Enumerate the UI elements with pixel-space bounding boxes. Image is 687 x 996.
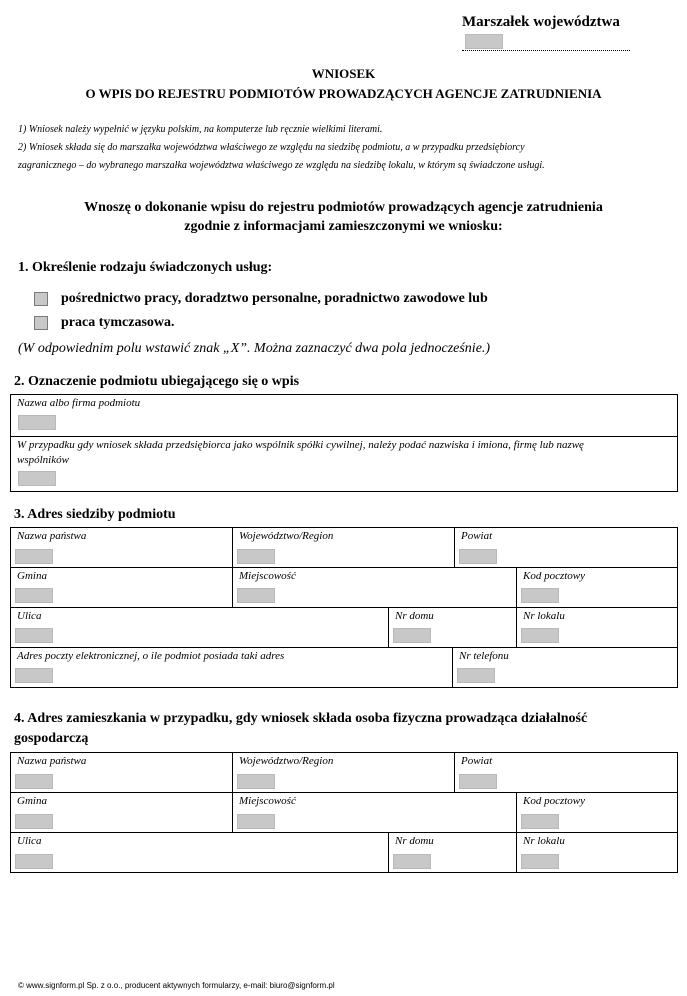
s4-street-input[interactable] [15,854,53,869]
section1-hint: (W odpowiednim polu wstawić znak „X”. Można zaznaczyć dwa pola jednocześnie.) [18,341,491,356]
recipient-input[interactable] [465,34,503,49]
s3-row-4 [10,647,678,688]
s4-street-cell [11,833,388,872]
s3-email-input[interactable] [15,668,53,683]
s3-flat-label: Nr lokalu [523,610,565,622]
form-title: WNIOSEK [311,66,376,81]
s4-county-input[interactable] [459,774,497,789]
form-subtitle: O WPIS DO REJESTRU PODMIOTÓW PROWADZĄCYCH AGENCJE ZATRUDNIENIA [85,86,602,101]
s4-region-input[interactable] [237,774,275,789]
s3-row-1 [10,527,678,568]
section4-heading-b: gospodarczą [14,731,89,746]
s3-postcode-input[interactable] [521,588,559,603]
s4-locality-input[interactable] [237,814,275,829]
s3-email-label: Adres poczty elektronicznej, o ile podmiot posiada taki adres [17,650,285,662]
s3-commune-label: Gmina [17,570,47,582]
s3-flat-input[interactable] [521,628,559,643]
s4-flat-cell [516,833,677,872]
section2-heading: 2. Oznaczenie podmiotu ubiegającego się o wpis [14,374,300,389]
s4-postcode-cell [516,793,677,832]
s4-house-cell [388,833,516,872]
recipient-dotted-line [462,50,630,51]
s3-street-input[interactable] [15,628,53,643]
s3-postcode-label: Kod pocztowy [523,570,586,582]
name-cell [11,395,677,437]
s3-country-label: Nazwa państwa [17,530,87,542]
s4-county-label: Powiat [461,755,493,767]
s4-commune-cell [11,793,232,832]
s4-street-label: Ulica [17,835,42,847]
option-praca-tymczasowa-label: praca tymczasowa. [61,315,175,330]
note-1: 1) Wniosek należy wypełnić w języku polskim, na komputerze lub ręcznie wielkimi literami. [18,124,383,135]
s4-county-cell [454,753,677,792]
s3-county-label: Powiat [461,530,493,542]
s3-postcode-cell [516,568,677,607]
recipient-label: Marszałek województwa [462,14,620,30]
partners-label-a: W przypadku gdy wniosek składa przedsiębiorca jako wspólnik spółki cywilnej, należy podać nazwiska i imiona, firmę lub nazwę [17,439,584,451]
s4-house-label: Nr domu [395,835,434,847]
s3-country-cell [11,528,232,567]
s3-region-label: Województwo/Region [239,530,334,542]
note-2a: 2) Wniosek składa się do marszałka województwa właściwego ze względu na siedzibę podmiotu, a w przypadku przedsiębiorcy [18,142,525,153]
section4-heading-a: 4. Adres zamieszkania w przypadku, gdy wniosek składa osoba fizyczna prowadząca działalność [14,711,588,726]
request-line-2: zgodnie z informacjami zamieszczonymi we wniosku: [184,219,503,234]
note-2b: zagranicznego – do wybranego marszałka województwa właściwego ze względu na siedzibę lokalu, w którym są świadczone usługi. [18,160,545,171]
checkbox-praca-tymczasowa[interactable] [34,316,48,330]
s4-commune-input[interactable] [15,814,53,829]
s4-row-2 [10,792,678,833]
s3-phone-label: Nr telefonu [459,650,509,662]
s3-house-label: Nr domu [395,610,434,622]
s4-commune-label: Gmina [17,795,47,807]
partners-label-b: wspólników [17,454,69,466]
s3-commune-cell [11,568,232,607]
s3-row-3 [10,607,678,648]
s3-phone-cell [452,648,677,687]
s3-flat-cell [516,608,677,647]
footer-text: © www.signform.pl Sp. z o.o., producent aktywnych formularzy, e-mail: biuro@signform.pl [18,981,335,990]
s4-flat-input[interactable] [521,854,559,869]
partners-cell [11,436,677,491]
s4-locality-cell [232,793,516,832]
s3-street-cell [11,608,388,647]
section1-heading: 1. Określenie rodzaju świadczonych usług: [18,260,273,275]
s4-row-3 [10,832,678,873]
s4-country-cell [11,753,232,792]
s3-row-2 [10,567,678,608]
s4-house-input[interactable] [393,854,431,869]
s3-locality-cell [232,568,516,607]
section2-table [10,394,678,492]
s4-postcode-input[interactable] [521,814,559,829]
s3-locality-label: Miejscowość [239,570,296,582]
s3-locality-input[interactable] [237,588,275,603]
s3-county-cell [454,528,677,567]
s3-commune-input[interactable] [15,588,53,603]
s3-country-input[interactable] [15,549,53,564]
s3-street-label: Ulica [17,610,42,622]
s3-region-cell [232,528,454,567]
s4-region-cell [232,753,454,792]
name-input[interactable] [18,415,56,430]
s4-region-label: Województwo/Region [239,755,334,767]
checkbox-posrednictwo[interactable] [34,292,48,306]
partners-input[interactable] [18,471,56,486]
s3-email-cell [11,648,452,687]
s3-county-input[interactable] [459,549,497,564]
s3-region-input[interactable] [237,549,275,564]
s4-row-1 [10,752,678,793]
name-label: Nazwa albo firma podmiotu [17,397,141,409]
option-posrednictwo-label: pośrednictwo pracy, doradztwo personalne, poradnictwo zawodowe lub [61,291,488,306]
s4-country-label: Nazwa państwa [17,755,87,767]
s4-country-input[interactable] [15,774,53,789]
s3-phone-input[interactable] [457,668,495,683]
request-line-1: Wnoszę o dokonanie wpisu do rejestru podmiotów prowadzących agencje zatrudnienia [84,200,603,215]
s4-flat-label: Nr lokalu [523,835,565,847]
s3-house-input[interactable] [393,628,431,643]
s3-house-cell [388,608,516,647]
s4-locality-label: Miejscowość [239,795,296,807]
s4-postcode-label: Kod pocztowy [523,795,586,807]
section3-heading: 3. Adres siedziby podmiotu [14,507,176,522]
